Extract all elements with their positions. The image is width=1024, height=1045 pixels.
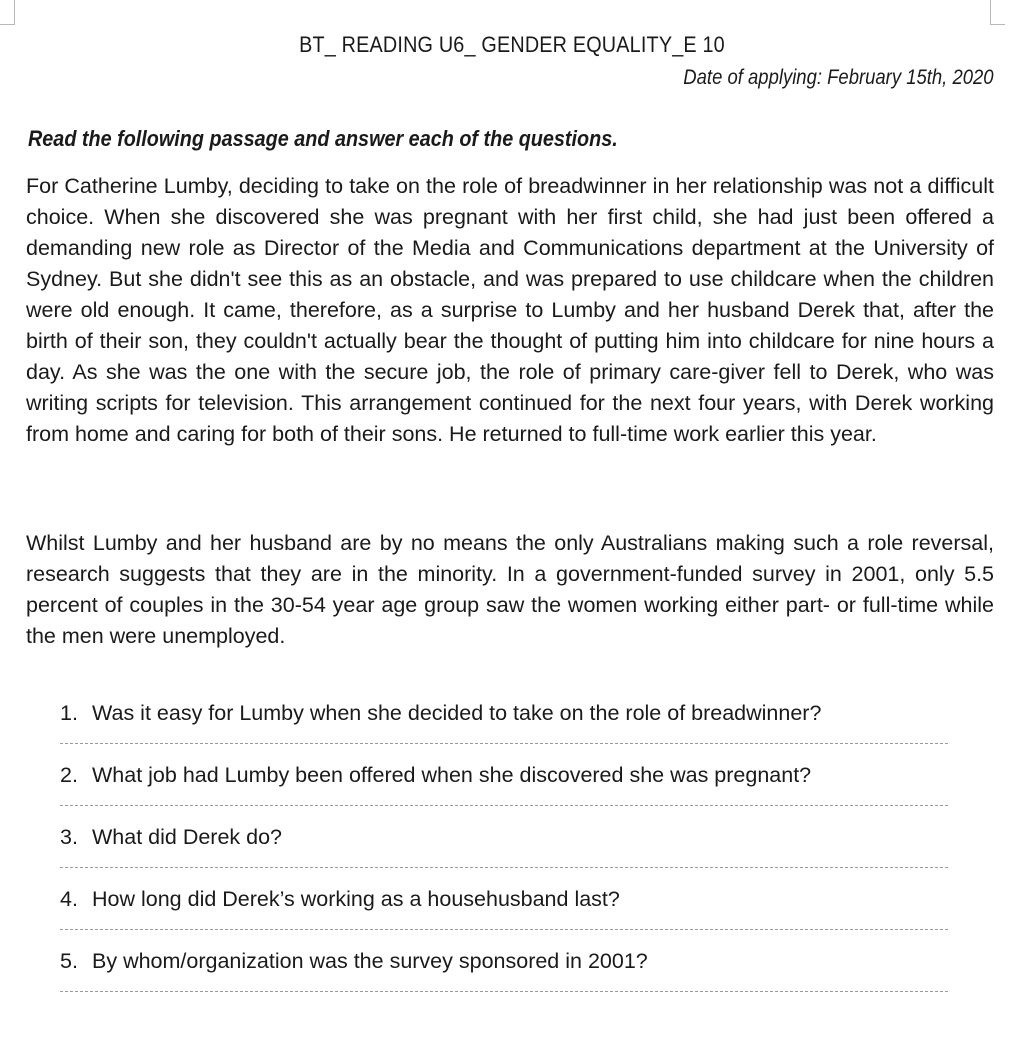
question-list bbox=[60, 698, 955, 1008]
question-item bbox=[60, 698, 955, 760]
instruction-text: Read the following passage and answer each of the questions. bbox=[28, 126, 618, 151]
question-text-wrapper bbox=[60, 822, 955, 852]
answer-line[interactable] bbox=[60, 743, 948, 744]
question-text-wrapper bbox=[60, 884, 955, 914]
question-text: What job had Lumby been offered when she discovered she was pregnant? bbox=[92, 763, 812, 787]
question-number: 4. bbox=[60, 887, 78, 911]
document-title: BT_ READING U6_ GENDER EQUALITY_E 10 bbox=[299, 32, 725, 57]
answer-line[interactable] bbox=[60, 991, 948, 992]
date-of-applying: Date of applying: February 15th, 2020 bbox=[683, 66, 994, 89]
passage-paragraph-2: Whilst Lumby and her husband are by no means the only Australians making such a role reversal, research suggests that they are in the minority. In a government-funded survey in 2001, only 5.5 percent of couples in the 30-54 year age group saw the women working either part- or full-time while the men were unemployed. bbox=[26, 531, 994, 648]
question-text-wrapper bbox=[60, 698, 955, 728]
answer-line[interactable] bbox=[60, 805, 948, 806]
question-item bbox=[60, 760, 955, 822]
question-number: 5. bbox=[60, 949, 78, 973]
page-corner-mark-right bbox=[990, 0, 1005, 25]
answer-line[interactable] bbox=[60, 867, 948, 868]
question-text: Was it easy for Lumby when she decided to take on the role of breadwinner? bbox=[92, 701, 822, 725]
question-number: 3. bbox=[60, 825, 78, 849]
question-item bbox=[60, 946, 955, 1008]
page-corner-mark-left bbox=[0, 0, 15, 25]
question-text-wrapper bbox=[60, 946, 955, 976]
passage-paragraph-1: For Catherine Lumby, deciding to take on the role of breadwinner in her relationship was not a difficult choice. When she discovered she was pregnant with her first child, she had just been offered a demanding new role as Director of the Media and Communications department at the University of Sydney. But she didn't see this as an obstacle, and was prepared to use childcare when the children were old enough. It came, therefore, as a surprise to Lumby and her husband Derek that, after the birth of their son, they couldn't actually bear the thought of putting him into childcare for nine hours a day. As she was the one with the secure job, the role of primary care-giver fell to Derek, who was writing scripts for television. This arrangement continued for the next four years, with Derek working from home and caring for both of their sons. He returned to full-time work earlier this year. bbox=[26, 174, 994, 446]
question-item bbox=[60, 822, 955, 884]
question-text-wrapper bbox=[60, 760, 955, 790]
answer-line[interactable] bbox=[60, 929, 948, 930]
question-text: What did Derek do? bbox=[92, 825, 283, 849]
question-number: 1. bbox=[60, 701, 78, 725]
question-item bbox=[60, 884, 955, 946]
question-text: By whom/organization was the survey sponsored in 2001? bbox=[92, 949, 648, 973]
question-text: How long did Derek’s working as a househusband last? bbox=[92, 887, 620, 911]
question-number: 2. bbox=[60, 763, 78, 787]
